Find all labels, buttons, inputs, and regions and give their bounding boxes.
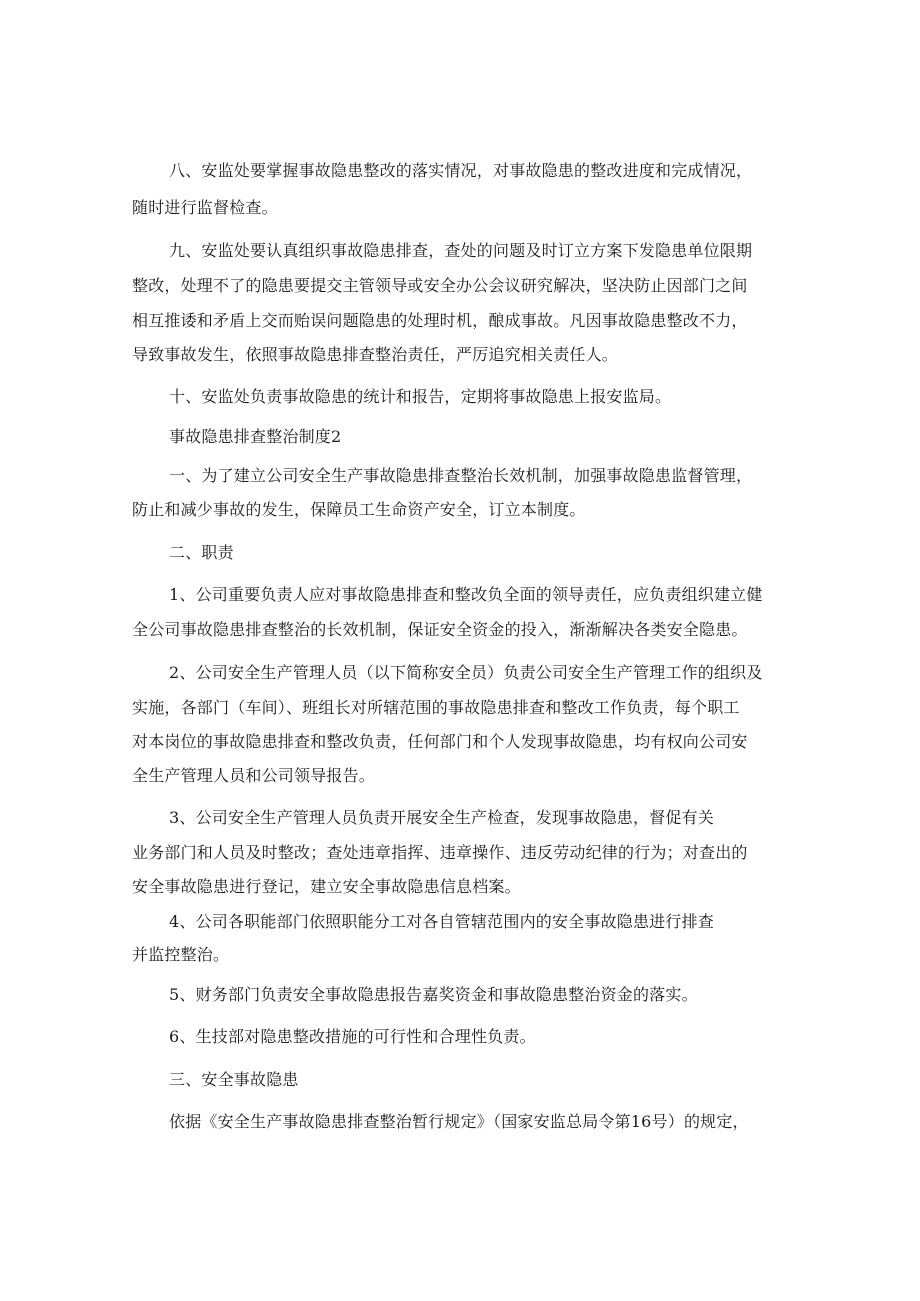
paragraph-line: 随时进行监督检查。 bbox=[132, 198, 278, 217]
paragraph-line: 业务部门和人员及时整改；查处违章指挥、违章操作、违反劳动纪律的行为；对查出的 bbox=[132, 843, 748, 862]
paragraph-line: 并监控整治。 bbox=[132, 945, 230, 964]
paragraph-line: 1、公司重要负责人应对事故隐患排查和整改负全面的领导责任，应负责组织建立健 bbox=[169, 585, 763, 604]
paragraph-line: 导致事故发生，依照事故隐患排查整治责任，严厉追究相关责任人。 bbox=[132, 345, 619, 364]
paragraph-line: 八、安监处要掌握事故隐患整改的落实情况，对事故隐患的整改进度和完成情况， bbox=[169, 161, 753, 180]
paragraph-line: 一、为了建立公司安全生产事故隐患排查整治长效机制，加强事故隐患监督管理， bbox=[169, 466, 753, 485]
paragraph-line: 全生产管理人员和公司领导报告。 bbox=[132, 766, 376, 785]
section-heading: 事故隐患排查整治制度2 bbox=[169, 427, 342, 446]
section-heading: 二、职责 bbox=[169, 543, 234, 562]
paragraph-line: 九、安监处要认真组织事故隐患排查，查处的问题及时订立方案下发隐患单位限期 bbox=[169, 241, 753, 260]
paragraph-line: 依据《安全生产事故隐患排查整治暂行规定》（国家安监总局令第16号）的规定， bbox=[169, 1112, 749, 1131]
paragraph-line: 3、公司安全生产管理人员负责开展安全生产检查，发现事故隐患，督促有关 bbox=[169, 808, 714, 827]
paragraph-line: 十、安监处负责事故隐患的统计和报告，定期将事故隐患上报安监局。 bbox=[169, 387, 672, 406]
paragraph-line: 相互推诿和矛盾上交而贻误问题隐患的处理时机，酿成事故。凡因事故隐患整改不力， bbox=[132, 311, 748, 330]
paragraph-line: 6、生技部对隐患整改措施的可行性和合理性负责。 bbox=[169, 1027, 536, 1046]
paragraph-line: 2、公司安全生产管理人员（以下简称安全员）负责公司安全生产管理工作的组织及 bbox=[169, 663, 763, 682]
section-heading: 三、安全事故隐患 bbox=[169, 1070, 299, 1089]
paragraph-line: 实施，各部门（车间）、班组长对所辖范围的事故隐患排查和整改工作负责，每个职工 bbox=[132, 698, 740, 717]
paragraph-line: 全公司事故隐患排查整治的长效机制，保证安全资金的投入，渐渐解决各类安全隐患。 bbox=[132, 620, 748, 639]
paragraph-line: 安全事故隐患进行登记，建立安全事故隐患信息档案。 bbox=[132, 877, 521, 896]
paragraph-line: 4、公司各职能部门依照职能分工对各自管辖范围内的安全事故隐患进行排查 bbox=[169, 912, 714, 931]
paragraph-line: 整改，处理不了的隐患要提交主管领导或安全办公会议研究解决，坚决防止因部门之间 bbox=[132, 276, 748, 295]
paragraph-line: 5、财务部门负责安全事故隐患报告嘉奖资金和事故隐患整治资金的落实。 bbox=[169, 985, 698, 1004]
paragraph-line: 对本岗位的事故隐患排查和整改负责，任何部门和个人发现事故隐患，均有权向公司安 bbox=[132, 732, 748, 751]
paragraph-line: 防止和减少事故的发生，保障员工生命资产安全，订立本制度。 bbox=[132, 500, 586, 519]
